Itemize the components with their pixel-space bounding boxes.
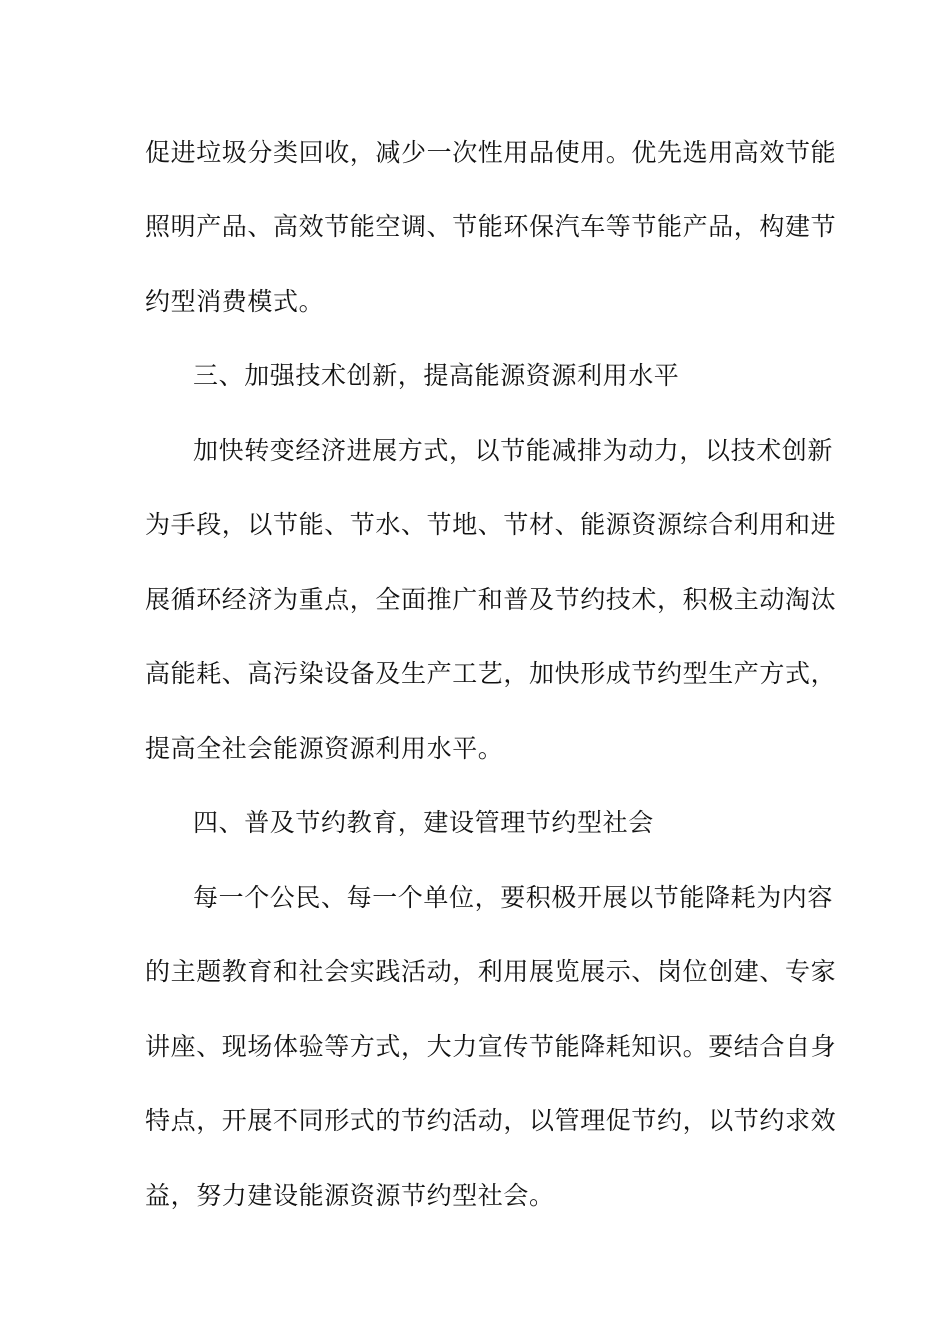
paragraph-line: 促进垃圾分类回收，减少一次性用品使用。优先选用高效节能 bbox=[145, 138, 837, 167]
paragraph-line: 约型消费模式。 bbox=[145, 287, 325, 316]
paragraph-line: 益，努力建设能源资源节约型社会。 bbox=[145, 1181, 555, 1210]
paragraph-line: 高能耗、高污染设备及生产工艺，加快形成节约型生产方式， bbox=[145, 659, 837, 688]
paragraph-line: 加快转变经济进展方式，以节能减排为动力，以技术创新 bbox=[193, 436, 834, 465]
paragraph-line: 每一个公民、每一个单位，要积极开展以节能降耗为内容 bbox=[193, 883, 834, 912]
paragraph-line: 展循环经济为重点，全面推广和普及节约技术，积极主动淘汰 bbox=[145, 585, 837, 614]
section-heading: 四、普及节约教育，建设管理节约型社会 bbox=[193, 808, 654, 837]
section-heading: 三、加强技术创新，提高能源资源利用水平 bbox=[193, 361, 680, 390]
paragraph-line: 特点，开展不同形式的节约活动，以管理促节约，以节约求效 bbox=[145, 1106, 837, 1135]
paragraph-line: 讲座、现场体验等方式，大力宣传节能降耗知识。要结合自身 bbox=[145, 1032, 837, 1061]
paragraph-line: 照明产品、高效节能空调、节能环保汽车等节能产品，构建节 bbox=[145, 212, 837, 241]
paragraph-line: 为手段，以节能、节水、节地、节材、能源资源综合利用和进 bbox=[145, 510, 837, 539]
paragraph-line: 的主题教育和社会实践活动，利用展览展示、岗位创建、专家 bbox=[145, 957, 837, 986]
paragraph-line: 提高全社会能源资源利用水平。 bbox=[145, 734, 504, 763]
